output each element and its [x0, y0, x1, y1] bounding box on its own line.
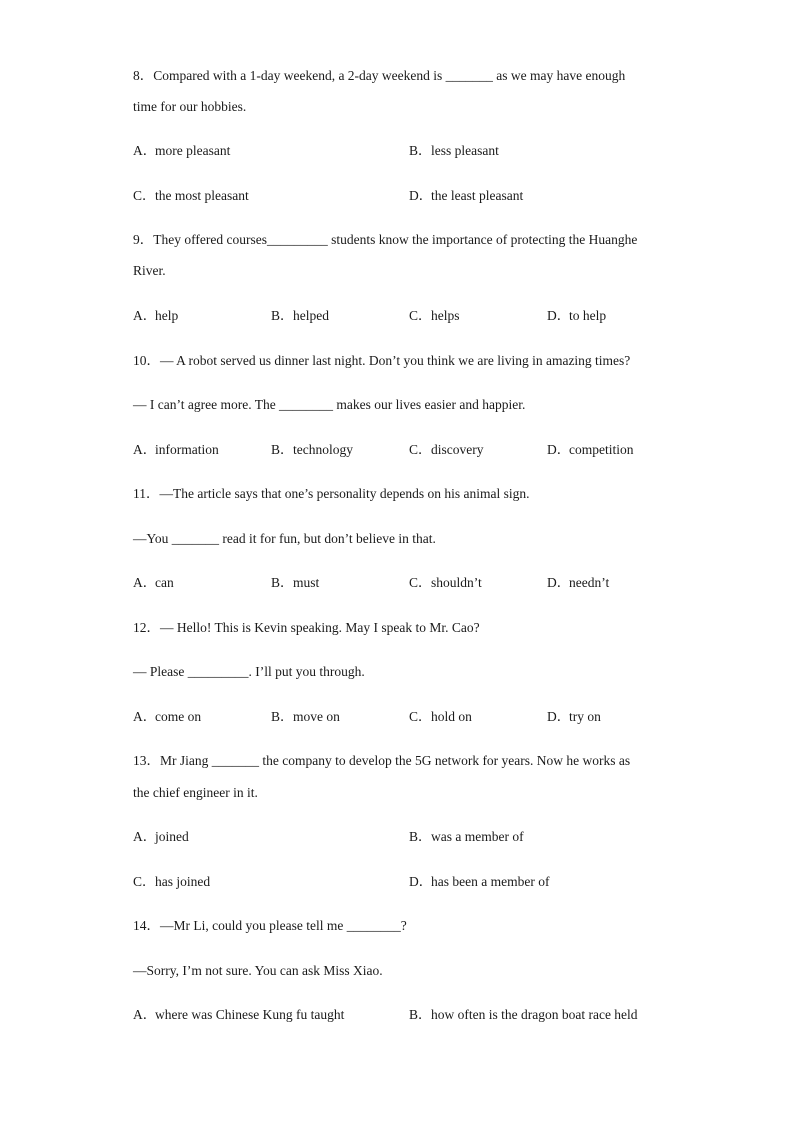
option-text: joined	[155, 829, 189, 844]
option-letter: B．	[409, 1007, 432, 1022]
question-9-option-c[interactable]	[409, 307, 460, 325]
option-letter: C．	[409, 709, 432, 724]
option-letter: C．	[409, 575, 432, 590]
question-10-option-a[interactable]	[133, 441, 219, 459]
question-12-option-b[interactable]	[271, 708, 340, 726]
stem-text: Mr Jiang _______ the company to develop the 5G network for years. Now he works as	[160, 753, 631, 768]
option-text: helped	[293, 308, 329, 323]
option-letter: B．	[409, 829, 432, 844]
option-letter: A．	[133, 442, 157, 457]
option-text: technology	[293, 442, 353, 457]
option-letter: D．	[547, 575, 571, 590]
option-letter: D．	[547, 442, 571, 457]
option-letter: C．	[133, 188, 156, 203]
question-13-stem-line-1	[133, 752, 630, 770]
option-letter: B．	[271, 308, 294, 323]
question-11-option-a[interactable]	[133, 574, 174, 592]
option-letter: A．	[133, 143, 157, 158]
option-letter: B．	[271, 575, 294, 590]
question-11-stem-line-2: —You _______ read it for fun, but don’t believe in that.	[133, 531, 436, 546]
option-text: less pleasant	[431, 143, 499, 158]
option-letter: D．	[547, 308, 571, 323]
stem-text: They offered courses_________ students know the importance of protecting the Huanghe	[153, 232, 638, 247]
option-text: to help	[569, 308, 607, 323]
option-text: where was Chinese Kung fu taught	[155, 1007, 345, 1022]
option-letter: C．	[409, 442, 432, 457]
question-9-option-d[interactable]	[547, 307, 606, 325]
question-number: 14．	[133, 918, 160, 933]
stem-text: —Mr Li, could you please tell me ________?	[160, 918, 407, 933]
option-text: more pleasant	[155, 143, 231, 158]
question-13-option-c[interactable]	[133, 873, 210, 891]
option-letter: B．	[271, 709, 294, 724]
option-letter: A．	[133, 1007, 157, 1022]
question-10-option-d[interactable]	[547, 441, 634, 459]
option-text: the least pleasant	[431, 188, 524, 203]
question-11-stem-line-1	[133, 485, 530, 503]
question-number: 12．	[133, 620, 160, 635]
option-letter: B．	[271, 442, 294, 457]
stem-text: — Hello! This is Kevin speaking. May I speak to Mr. Cao?	[160, 620, 480, 635]
question-8-stem-line-1	[133, 67, 625, 85]
question-9-option-b[interactable]	[271, 307, 329, 325]
option-text: hold on	[431, 709, 472, 724]
stem-text: — A robot served us dinner last night. Don’t you think we are living in amazing times?	[160, 353, 631, 368]
option-text: competition	[569, 442, 634, 457]
option-text: information	[155, 442, 219, 457]
option-text: shouldn’t	[431, 575, 482, 590]
question-12-option-d[interactable]	[547, 708, 601, 726]
stem-text: Compared with a 1-day weekend, a 2-day weekend is _______ as we may have enough	[153, 68, 626, 83]
question-number: 8．	[133, 68, 154, 83]
question-number: 13．	[133, 753, 160, 768]
option-letter: C．	[409, 308, 432, 323]
question-12-stem-line-1	[133, 619, 480, 637]
option-text: can	[155, 575, 174, 590]
question-11-option-d[interactable]	[547, 574, 609, 592]
option-text: help	[155, 308, 179, 323]
question-8-stem-line-2: time for our hobbies.	[133, 99, 247, 114]
question-9-stem-line-2: River.	[133, 263, 166, 278]
question-13-stem-line-2: the chief engineer in it.	[133, 785, 258, 800]
question-number: 10．	[133, 353, 160, 368]
question-14-stem-line-1	[133, 917, 407, 935]
question-9-option-a[interactable]	[133, 307, 178, 325]
option-text: helps	[431, 308, 460, 323]
question-14-option-b[interactable]	[409, 1006, 638, 1024]
question-14-stem-line-2: —Sorry, I’m not sure. You can ask Miss Xiao.	[133, 963, 383, 978]
option-text: was a member of	[431, 829, 524, 844]
option-letter: D．	[547, 709, 571, 724]
option-text: has been a member of	[431, 874, 550, 889]
option-text: move on	[293, 709, 340, 724]
option-letter: D．	[409, 188, 433, 203]
option-text: discovery	[431, 442, 484, 457]
question-10-stem-line-2: — I can’t agree more. The ________ makes our lives easier and happier.	[133, 397, 526, 412]
option-text: the most pleasant	[155, 188, 249, 203]
question-10-stem-line-1	[133, 352, 630, 370]
question-9-stem-line-1	[133, 231, 637, 249]
question-10-option-c[interactable]	[409, 441, 483, 459]
question-12-option-a[interactable]	[133, 708, 201, 726]
question-14-option-a[interactable]	[133, 1006, 344, 1024]
question-8-option-d[interactable]	[409, 187, 523, 205]
option-text: come on	[155, 709, 202, 724]
question-8-option-a[interactable]	[133, 142, 230, 160]
question-13-option-b[interactable]	[409, 828, 524, 846]
option-letter: A．	[133, 308, 157, 323]
question-8-option-c[interactable]	[133, 187, 249, 205]
option-letter: A．	[133, 829, 157, 844]
question-8-option-b[interactable]	[409, 142, 499, 160]
option-text: how often is the dragon boat race held	[431, 1007, 638, 1022]
option-text: try on	[569, 709, 601, 724]
option-text: needn’t	[569, 575, 610, 590]
question-number: 11．	[133, 486, 160, 501]
question-11-option-c[interactable]	[409, 574, 482, 592]
question-12-stem-line-2: — Please _________. I’ll put you through.	[133, 664, 365, 679]
question-number: 9．	[133, 232, 154, 247]
option-text: must	[293, 575, 320, 590]
option-letter: C．	[133, 874, 156, 889]
stem-text: —The article says that one’s personality depends on his animal sign.	[159, 486, 530, 501]
question-12-option-c[interactable]	[409, 708, 472, 726]
option-text: has joined	[155, 874, 211, 889]
option-letter: B．	[409, 143, 432, 158]
option-letter: A．	[133, 709, 157, 724]
question-13-option-a[interactable]	[133, 828, 189, 846]
question-10-option-b[interactable]	[271, 441, 353, 459]
option-letter: D．	[409, 874, 433, 889]
question-13-option-d[interactable]	[409, 873, 549, 891]
question-11-option-b[interactable]	[271, 574, 319, 592]
option-letter: A．	[133, 575, 157, 590]
